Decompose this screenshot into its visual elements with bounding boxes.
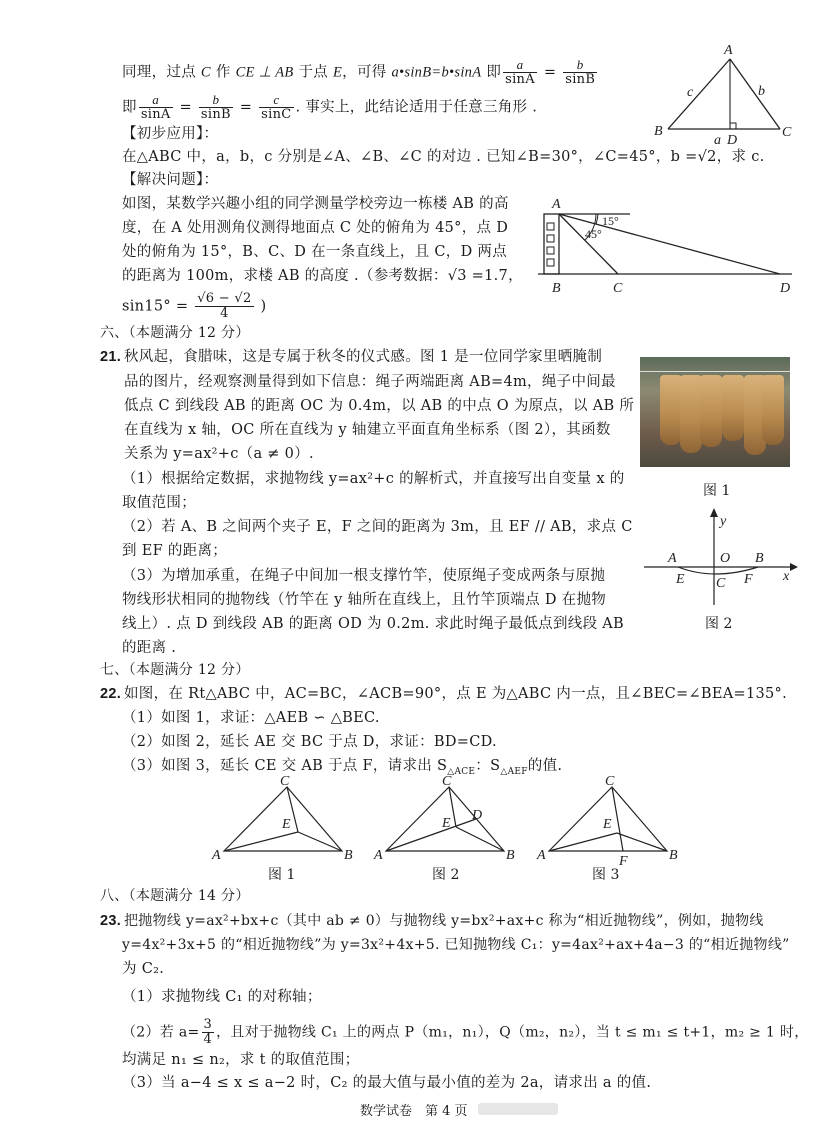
num: 3 xyxy=(203,1017,213,1032)
label-y: y xyxy=(720,514,727,529)
label-A: A xyxy=(212,848,221,863)
heading-solve: 【解决问题】： xyxy=(122,172,219,188)
side-AC xyxy=(730,59,780,129)
section-heading: 六、（本题满分 12 分） xyxy=(100,325,250,341)
x-arrow xyxy=(790,563,798,571)
window xyxy=(547,247,554,254)
angle-15-label: 15° xyxy=(602,214,619,228)
subscript: △ACE xyxy=(447,766,476,777)
text: ，可得 xyxy=(342,64,387,81)
section-heading: 七、（本题满分 12 分） xyxy=(100,662,250,678)
meat-strip xyxy=(660,375,682,445)
text-line: 到 EF 的距离； xyxy=(122,543,228,559)
var: CE ⊥ AB xyxy=(235,64,294,81)
eq: = xyxy=(179,99,192,116)
building-figure xyxy=(530,190,820,300)
meat-strip xyxy=(762,375,784,445)
text: ) xyxy=(260,298,267,315)
text-line: 品的图片，经观察测量得到如下信息：绳子两端距离 AB=4m，绳子中间最 xyxy=(124,374,616,390)
text: 于点 xyxy=(298,64,329,81)
text-line: 处的俯角为 15°，B、C、D 在一条直线上，且 C，D 两点 xyxy=(122,244,508,260)
label-A: A xyxy=(724,43,733,58)
fig-22-1-caption: 图 1 xyxy=(268,867,296,883)
angle-45-label: 45° xyxy=(585,227,602,241)
text-line: y=4x²+3x+5 的“相近抛物线”为 y=3x²+4x+5. 已知抛物线 C₁：y=4ax²+ax+4a−3 的“相近抛物线” xyxy=(122,937,790,953)
label-A: A xyxy=(374,848,383,863)
question-number xyxy=(100,911,121,931)
text: ：S xyxy=(475,758,501,774)
text-line xyxy=(122,93,537,122)
label-B: B xyxy=(552,281,561,296)
window xyxy=(547,223,554,230)
text-line: 如图，某数学兴趣小组的同学测量学校旁边一栋楼 AB 的高 xyxy=(122,196,509,212)
var: C xyxy=(200,64,211,81)
den: sinA xyxy=(140,107,171,122)
label-B: B xyxy=(669,848,678,863)
text-line: 度，在 A 处用测角仪测得地面点 C 处的俯角为 45°，点 D xyxy=(122,220,509,236)
text: 即 xyxy=(122,99,137,116)
qnum: 21. xyxy=(100,349,122,365)
text-line: 的距离 . xyxy=(122,640,177,656)
text-line: 关系为 y=ax²+c（a ≠ 0）. xyxy=(124,446,314,462)
right-angle-mark xyxy=(730,123,736,129)
eq: = xyxy=(543,64,557,81)
photo-cured-meat xyxy=(640,357,790,467)
segment-CF xyxy=(612,787,623,851)
num: c xyxy=(259,93,293,108)
segment-AE xyxy=(549,833,617,851)
fig-22-3-caption: 图 3 xyxy=(592,867,620,883)
meat-strip xyxy=(680,375,702,453)
text: 的值. xyxy=(527,758,563,774)
label-C: C xyxy=(782,125,792,140)
label-B: B xyxy=(654,124,663,139)
heading-prelim: 【初步应用】： xyxy=(122,126,219,142)
label-E: E xyxy=(442,816,451,831)
parabola-figure xyxy=(640,505,800,610)
text: （2）若 a= xyxy=(122,1024,200,1041)
den: 4 xyxy=(203,1032,213,1047)
text-line: （3）为增加承重，在绳子中间加一根支撑竹竿，使原绳子变成两条与原抛 xyxy=(122,568,606,584)
text-line: 物线形状相同的抛物线（竹竿在 y 轴所在直线上，且竹竿顶端点 D 在抛物 xyxy=(122,592,607,608)
label-E: E xyxy=(603,817,612,832)
label-D: D xyxy=(780,281,791,296)
text-line xyxy=(122,1018,809,1047)
fig1-caption: 图 1 xyxy=(703,483,731,499)
text: 作 xyxy=(215,64,231,81)
eq: = xyxy=(239,99,253,116)
text-line xyxy=(122,147,765,167)
text-line: （3）当 a−4 ≤ x ≤ a−2 时，C₂ 的最大值与最小值的差为 2a，请求出 a 的值. xyxy=(122,1075,652,1091)
fraction xyxy=(503,58,537,87)
text-line xyxy=(122,58,599,87)
sqrt: √2 xyxy=(697,149,717,165)
den: sinC xyxy=(261,107,292,122)
qnum: 23. xyxy=(100,913,122,929)
text-line: 低点 C 到线段 AB 的距离 OC 为 0.4m，以 AB 的中点 O 为原点，以 AB 所 xyxy=(124,398,635,414)
label-O: O xyxy=(720,551,731,566)
watermark-blur xyxy=(478,1103,558,1115)
label-E: E xyxy=(676,572,685,587)
triangle-figure xyxy=(640,40,820,150)
label-F: F xyxy=(619,854,628,869)
segment-BE xyxy=(298,832,342,851)
den: sinA xyxy=(505,72,535,87)
label-D: D xyxy=(727,133,738,148)
fraction xyxy=(139,93,173,122)
question-number xyxy=(100,684,121,704)
equation: a•sinB=b•sinA xyxy=(391,64,482,81)
line-AD xyxy=(559,214,780,274)
label-A: A xyxy=(668,551,677,566)
label-D: D xyxy=(472,808,483,823)
label-A: A xyxy=(552,197,561,212)
text-line: 在直线为 x 轴，OC 所在直线为 y 轴建立平面直角坐标系（图 2），其函数 xyxy=(124,422,611,438)
num: a xyxy=(139,93,173,108)
label-B: B xyxy=(755,551,764,566)
label-b: b xyxy=(758,84,765,99)
num: a xyxy=(503,58,537,73)
text-line: （2）若 A、B 之间两个夹子 E，F 之间的距离为 3m，且 EF // AB，求点 C xyxy=(122,519,633,535)
text-line: 如图，在 Rt△ABC 中，AC=BC，∠ACB=90°，点 E 为△ABC 内一点，且∠BEC=∠BEA=135°. xyxy=(124,686,787,702)
fraction xyxy=(199,93,233,122)
side-AB xyxy=(668,59,730,129)
meat-strip xyxy=(700,375,722,447)
text-line: 均满足 n₁ ≤ n₂，求 t 的取值范围； xyxy=(122,1052,360,1068)
label-B: B xyxy=(506,848,515,863)
label-C: C xyxy=(613,281,623,296)
label-x: x xyxy=(783,569,790,584)
meat-strip xyxy=(722,375,744,441)
rope xyxy=(640,371,790,372)
fig-22-2-caption: 图 2 xyxy=(432,867,460,883)
den: 4 xyxy=(220,306,229,321)
text: 即 xyxy=(486,64,502,81)
text-line: 秋风起，食腊味，这是专属于秋冬的仪式感。图 1 是一位同学家里晒腌制 xyxy=(124,349,603,365)
label-C: C xyxy=(716,576,726,591)
label-A: A xyxy=(537,848,546,863)
text-line: 取值范围； xyxy=(122,495,196,511)
text: ，且对于抛物线 C₁ 上的两点 P（m₁，n₁），Q（m₂，n₂），当 t ≤ m₁ ≤ t+1，m₂ ≥ 1 时， xyxy=(216,1024,809,1041)
fraction xyxy=(195,292,253,321)
label-C: C xyxy=(442,774,452,789)
qnum: 22. xyxy=(100,686,122,702)
text-line: 线上）. 点 D 到线段 AB 的距离 OD 为 0.2m. 求此时绳子最低点到线段 AB xyxy=(122,616,625,632)
segment-BE xyxy=(456,827,504,851)
text-line: 的距离为 100m，求楼 AB 的高度 .（参考数据：√3 =1.7， xyxy=(122,268,523,284)
text-line: （1）求抛物线 C₁ 的对称轴； xyxy=(122,989,322,1005)
fig-22-2 xyxy=(372,775,522,865)
num: b xyxy=(563,58,597,73)
text: 同理，过点 xyxy=(122,64,196,81)
y-arrow xyxy=(710,508,718,517)
label-C: C xyxy=(280,774,290,789)
label-a: a xyxy=(714,133,721,148)
label-F: F xyxy=(744,572,753,587)
fraction-3-4 xyxy=(202,1018,215,1047)
num: b xyxy=(199,93,233,108)
question-number xyxy=(100,347,121,367)
page-footer: 数学试卷 第 4 页 xyxy=(360,1104,468,1119)
fraction xyxy=(563,58,597,87)
text-line: 为 C₂. xyxy=(122,961,165,977)
text: 在△ABC 中，a，b，c 分别是∠A、∠B、∠C 的对边 . 已知∠B=30°，∠C=45°，b = xyxy=(122,149,698,165)
text: sin15° = xyxy=(122,298,189,315)
window xyxy=(547,259,554,266)
fraction xyxy=(259,93,293,122)
den: sinB xyxy=(200,107,231,122)
text: （3）如图 3，延长 CE 交 AB 于点 F，请求出 S xyxy=(122,758,448,774)
var: E xyxy=(332,64,343,81)
text: . 事实上，此结论适用于任意三角形 . xyxy=(295,99,538,116)
fig-22-1 xyxy=(210,774,353,865)
segment-AE xyxy=(224,832,298,851)
text: ，求 c. xyxy=(716,149,765,165)
fig-22-3 xyxy=(535,775,685,875)
section-heading: 八、（本题满分 14 分） xyxy=(100,888,250,904)
segment-AD xyxy=(386,819,476,851)
window xyxy=(547,235,554,242)
text-line: （2）如图 2，延长 AE 交 BC 于点 D，求证：BD=CD. xyxy=(122,734,497,750)
num: √6 − √2 xyxy=(197,291,252,306)
fig2-caption: 图 2 xyxy=(705,616,733,632)
label-C: C xyxy=(605,774,615,789)
text-line: （1）根据给定数据，求抛物线 y=ax²+c 的解析式，并直接写出自变量 x 的 xyxy=(122,471,625,487)
subscript: △AEF xyxy=(500,766,528,777)
label-E: E xyxy=(282,817,291,832)
label-c: c xyxy=(687,85,694,100)
text-line: （1）如图 1，求证：△AEB ∽ △BEC. xyxy=(122,710,380,726)
text-line xyxy=(122,292,266,321)
label-B: B xyxy=(344,848,353,863)
text-line: 把抛物线 y=ax²+bx+c（其中 ab ≠ 0）与抛物线 y=bx²+ax+c 称为“相近抛物线”，例如，抛物线 xyxy=(124,913,764,929)
den: sinB xyxy=(565,72,596,87)
